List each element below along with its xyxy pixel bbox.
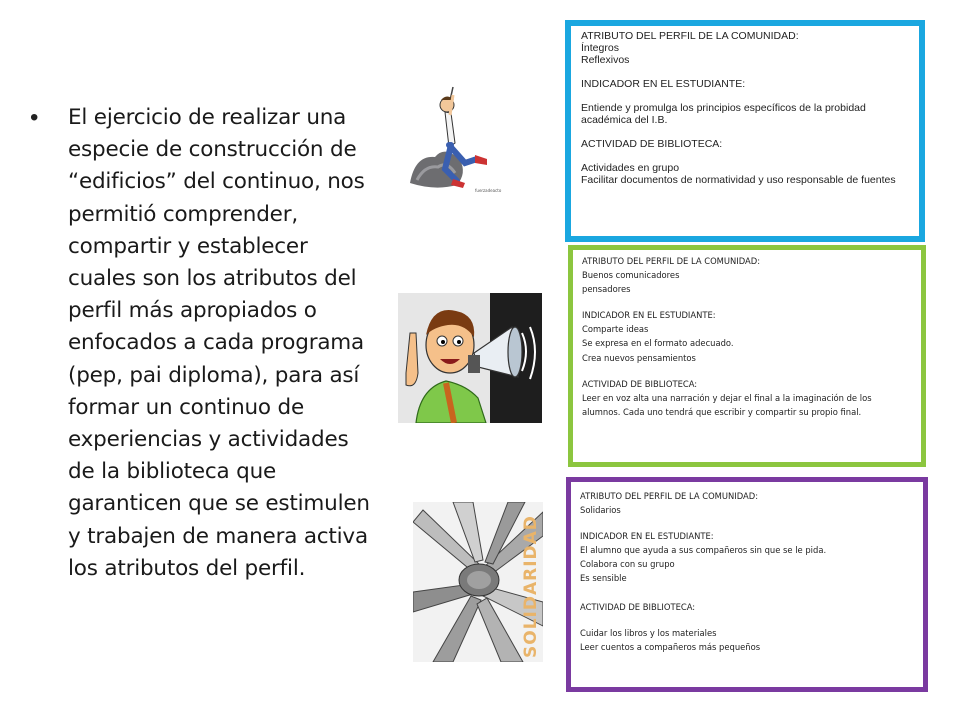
card-heading-atributo: ATRIBUTO DEL PERFIL DE LA COMUNIDAD: bbox=[581, 30, 799, 42]
card-indicator-value: Entiende y promulga los principios específicos de la probidad académica del I.B. bbox=[581, 102, 866, 126]
climber-illustration bbox=[405, 85, 505, 195]
card-indicator-value: Se expresa en el formato adecuado. bbox=[582, 338, 734, 349]
card-heading-actividad: ACTIVIDAD DE BIBLIOTECA: bbox=[582, 378, 698, 389]
card-activity-value: Cuidar los libros y los materiales bbox=[580, 627, 717, 638]
solidaridad-hands-illustration bbox=[413, 502, 543, 662]
card-activity-value: Leer en voz alta una narración y dejar el final a la imaginación de los alumnos. Cada uno tendrá que escribir y compartir su propio final. bbox=[582, 392, 872, 417]
card-attribute-value: Reflexivos bbox=[581, 54, 630, 66]
profile-card-comunicadores bbox=[568, 245, 926, 467]
card-attribute-value: Solidarios bbox=[580, 505, 621, 516]
profile-card-integros bbox=[565, 20, 925, 242]
card-attribute-value: Buenos comunicadores bbox=[582, 270, 680, 281]
card-heading-actividad: ACTIVIDAD DE BIBLIOTECA: bbox=[580, 601, 696, 612]
card-heading-atributo: ATRIBUTO DEL PERFIL DE LA COMUNIDAD: bbox=[580, 491, 759, 501]
card-activity-value: Facilitar documentos de normatividad y uso responsable de fuentes bbox=[581, 174, 896, 186]
card-activity-value: Actividades en grupo bbox=[581, 162, 680, 174]
card-heading-actividad: ACTIVIDAD DE BIBLIOTECA: bbox=[581, 138, 723, 150]
card-heading-indicador: INDICADOR EN EL ESTUDIANTE: bbox=[580, 531, 714, 542]
card-indicator-value: Comparte ideas bbox=[582, 324, 649, 335]
card-heading-atributo: ATRIBUTO DEL PERFIL DE LA COMUNIDAD: bbox=[582, 256, 761, 266]
main-bullet bbox=[30, 102, 380, 585]
card-heading-indicador: INDICADOR EN EL ESTUDIANTE: bbox=[581, 78, 746, 90]
profile-card-solidarios bbox=[566, 477, 928, 692]
card-indicator-value: Es sensible bbox=[580, 573, 627, 584]
megaphone-man-illustration bbox=[398, 293, 542, 423]
card-indicator-value: Crea nuevos pensamientos bbox=[582, 352, 696, 363]
card-indicator-value: Colabora con su grupo bbox=[580, 559, 675, 570]
illustration-signature: fuerzadeacto bbox=[475, 188, 502, 193]
card-heading-indicador: INDICADOR EN EL ESTUDIANTE: bbox=[582, 310, 716, 321]
solidaridad-label: SOLIDARIDAD bbox=[521, 515, 541, 658]
card-attribute-value: Íntegros bbox=[581, 42, 619, 54]
bullet-text: El ejercicio de realizar una especie de construcción de “edificios” del continuo, nos permitió comprender, compartir y establecer cuales son los atributos del perfil más apropiados o enfocados a cada programa (pep, pai diploma), para así formar un continuo de experiencias y actividades de la biblioteca que garanticen que se estimulen y trabajen de manera activa los atributos del perfil. bbox=[68, 105, 370, 581]
card-attribute-value: pensadores bbox=[582, 284, 631, 295]
bullet-icon: • bbox=[30, 104, 39, 131]
card-activity-value: Leer cuentos a compañeros más pequeños bbox=[580, 641, 761, 652]
card-indicator-value: El alumno que ayuda a sus compañeros sin que se le pida. bbox=[580, 545, 827, 556]
